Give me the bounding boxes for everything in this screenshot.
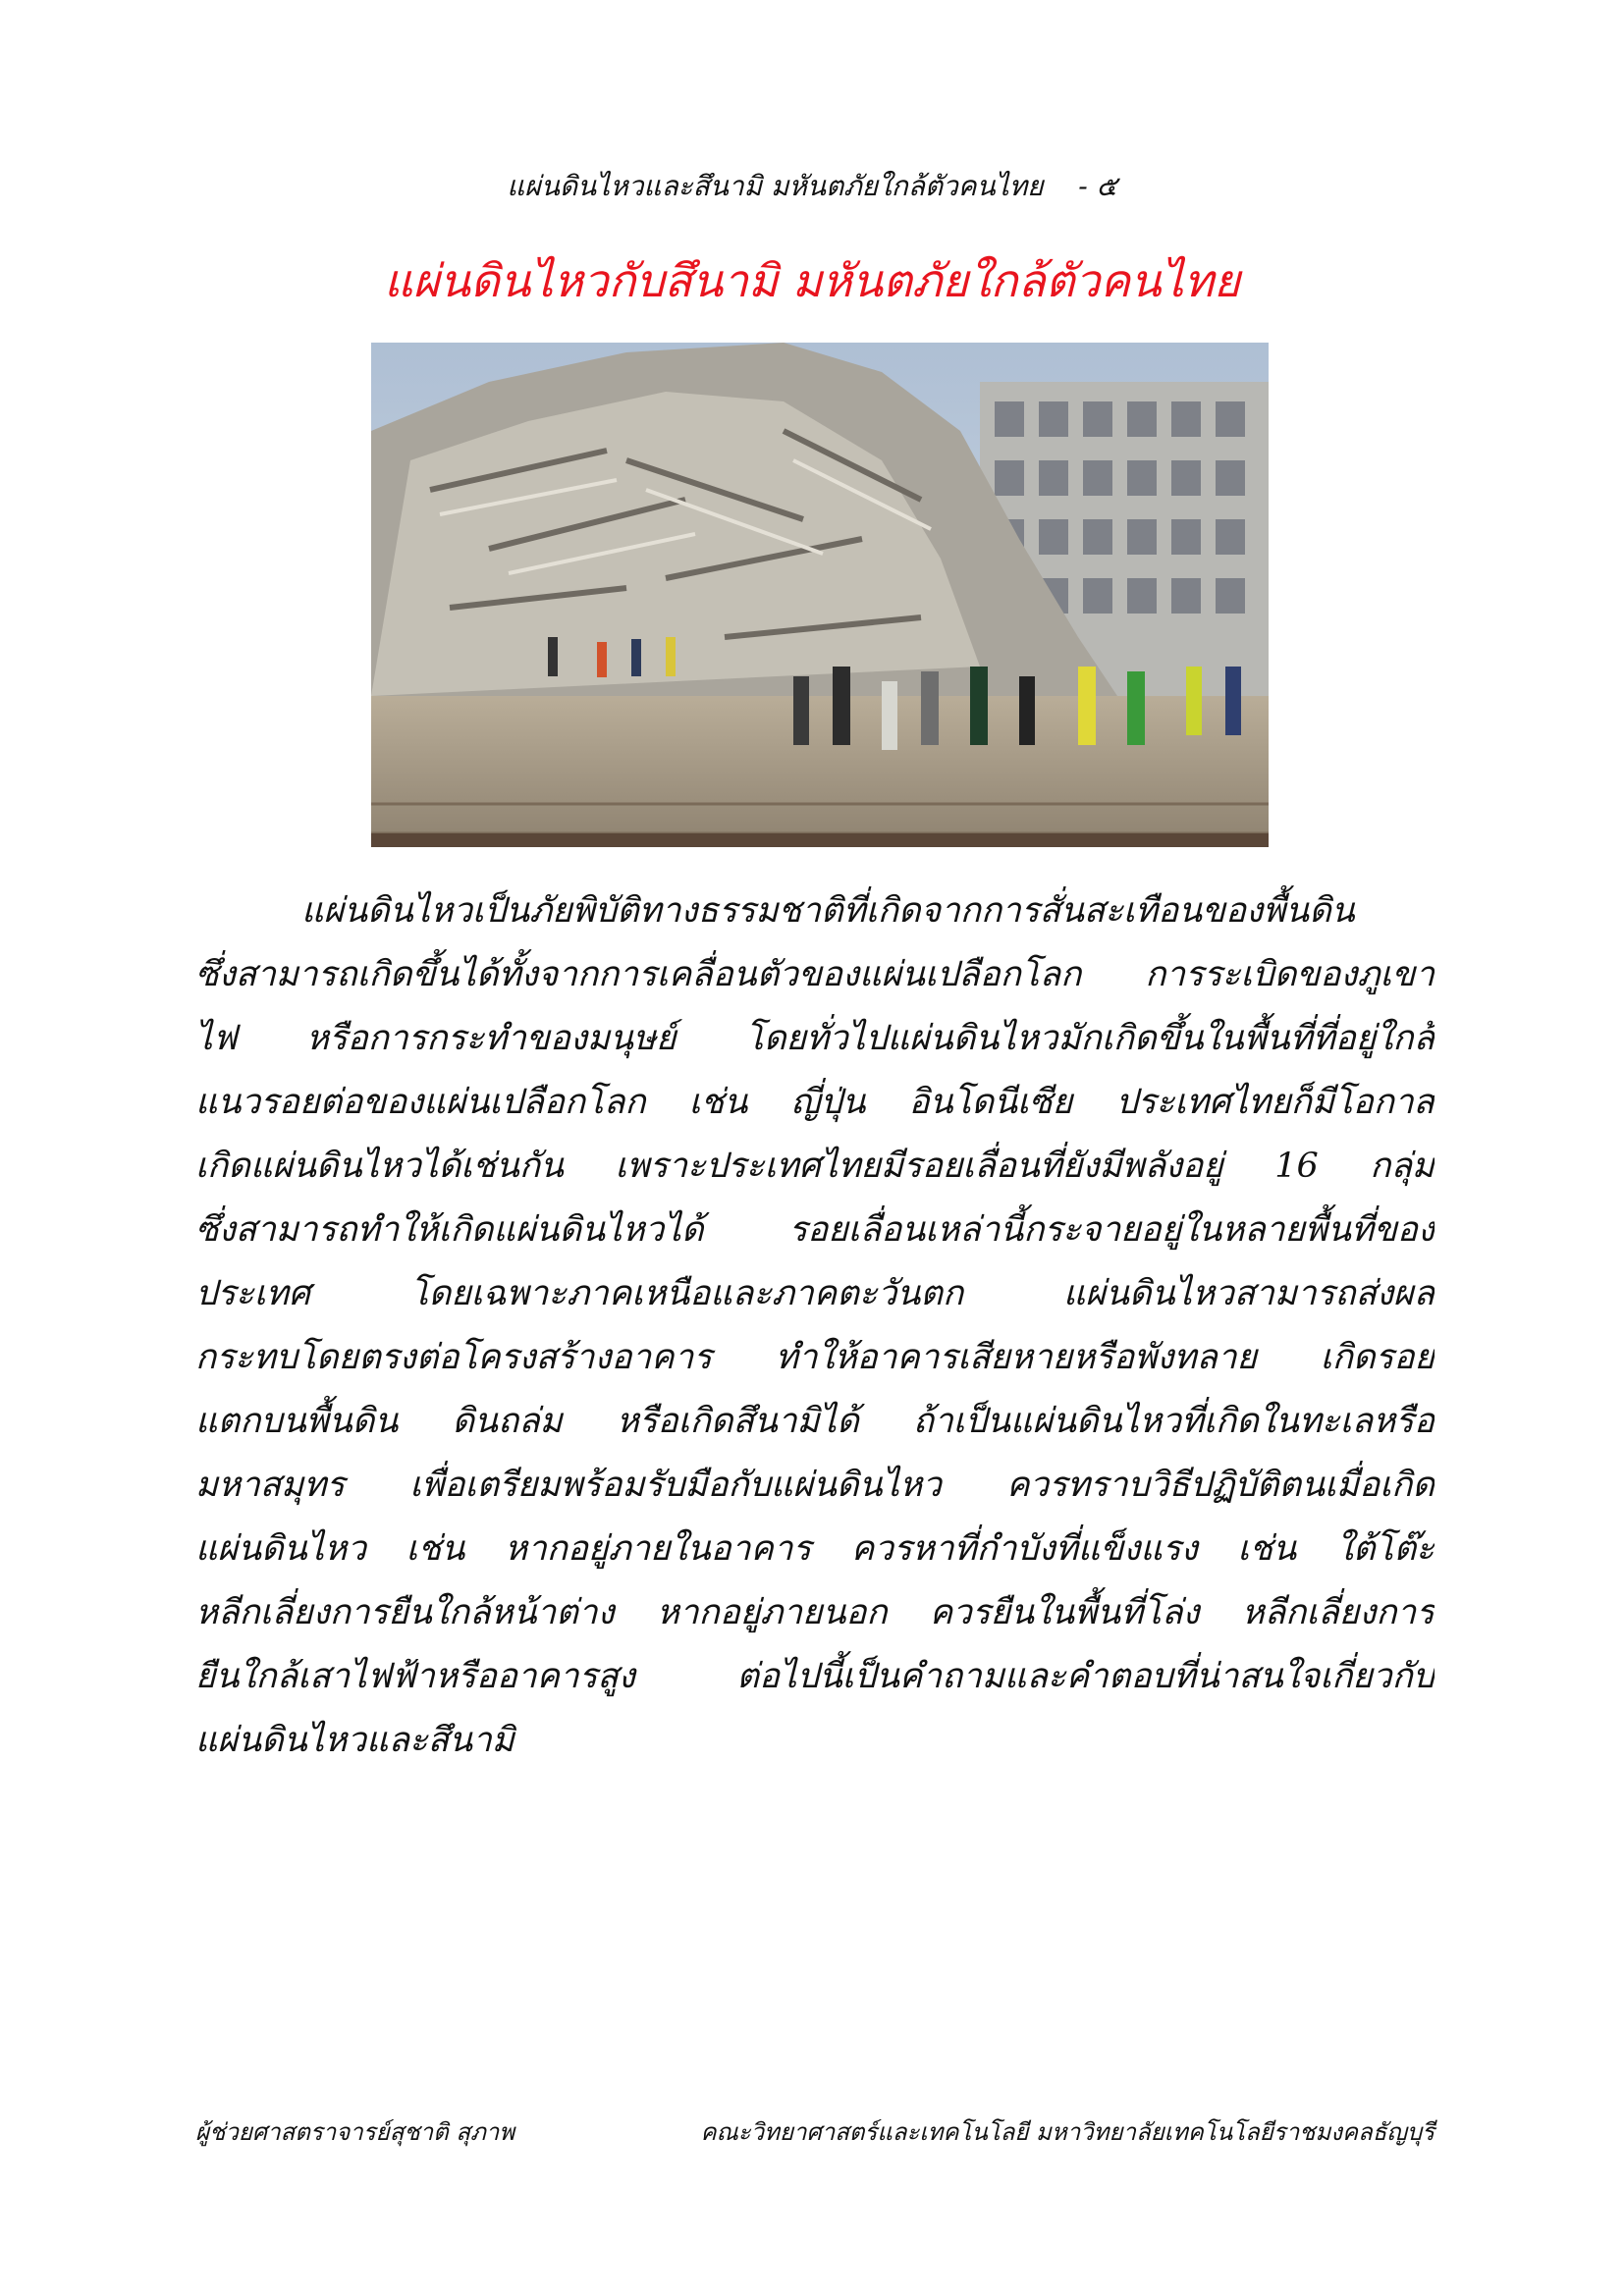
body-line: ซึ่งสามารถทำให้เกิดแผ่นดินไหวได้ รอยเลื่อนเหล่านี้กระจายอยู่ในหลายพื้นที่ของ — [195, 1210, 1435, 1250]
page-footer — [195, 2112, 1435, 2151]
page-title: แผ่นดินไหวกับสึนามิ มหันตภัยใกล้ตัวคนไทย — [383, 254, 1241, 307]
body-line: แนวรอยต่อของแผ่นเปลือกโลก เช่น ญี่ปุ่น อินโดนีเซีย ประเทศไทยก็มีโอกาส — [195, 1083, 1435, 1122]
body-line: แผ่นดินไหวและสึนามิ — [195, 1721, 514, 1760]
body-line: ไฟ หรือการกระทำของมนุษย์ โดยทั่วไปแผ่นดินไหวมักเกิดขึ้นในพื้นที่ที่อยู่ใกล้ — [195, 1019, 1435, 1058]
page-number: ๕ — [1096, 170, 1117, 202]
body-line: แผ่นดินไหว เช่น หากอยู่ภายในอาคาร ควรหาที่กำบังที่แข็งแรง เช่น ใต้โต๊ะ — [195, 1529, 1435, 1569]
running-title: แผ่นดินไหวและสึนามิ มหันตภัยใกล้ตัวคนไทย — [507, 170, 1044, 202]
body-line: หลีกเลี่ยงการยืนใกล้หน้าต่าง หากอยู่ภายนอก ควรยืนในพื้นที่โล่ง หลีกเลี่ยงการ — [195, 1593, 1435, 1632]
footer-affiliation: คณะวิทยาศาสตร์และเทคโนโลยี มหาวิทยาลัยเทคโนโลยีราชมงคลธัญบุรี — [700, 2118, 1435, 2146]
body-line: มหาสมุทร เพื่อเตรียมพร้อมรับมือกับแผ่นดินไหว ควรทราบวิธีปฏิบัติตนเมื่อเกิด — [195, 1466, 1435, 1505]
running-header — [0, 165, 1624, 208]
article-body — [195, 880, 1435, 1773]
header-separator: - — [1078, 170, 1088, 202]
footer-author: ผู้ช่วยศาสตราจารย์สุชาติ สุภาพ — [195, 2118, 515, 2146]
body-line: เกิดแผ่นดินไหวได้เช่นกัน เพราะประเทศไทยมีรอยเลื่อนที่ยังมีพลังอยู่ 16 กลุ่ม — [195, 1147, 1435, 1186]
body-line: แตกบนพื้นดิน ดินถล่ม หรือเกิดสึนามิได้ ถ้าเป็นแผ่นดินไหวที่เกิดในทะเลหรือ — [195, 1402, 1435, 1441]
body-line: กระทบโดยตรงต่อโครงสร้างอาคาร ทำให้อาคารเสียหายหรือพังทลาย เกิดรอย — [195, 1338, 1435, 1377]
collapsed-building-photo — [371, 343, 1269, 847]
body-line: ยืนใกล้เสาไฟฟ้าหรืออาคารสูง ต่อไปนี้เป็นคำถามและคำตอบที่น่าสนใจเกี่ยวกับ — [195, 1657, 1435, 1696]
body-line: ซึ่งสามารถเกิดขึ้นได้ทั้งจากการเคลื่อนตัวของแผ่นเปลือกโลก การระเบิดของภูเขา — [195, 955, 1435, 994]
body-line: แผ่นดินไหวเป็นภัยพิบัติทางธรรมชาติที่เกิดจากการสั่นสะเทือนของพื้นดิน — [301, 891, 1355, 931]
body-line: ประเทศ โดยเฉพาะภาคเหนือและภาคตะวันตก แผ่นดินไหวสามารถส่งผล — [195, 1274, 1435, 1313]
